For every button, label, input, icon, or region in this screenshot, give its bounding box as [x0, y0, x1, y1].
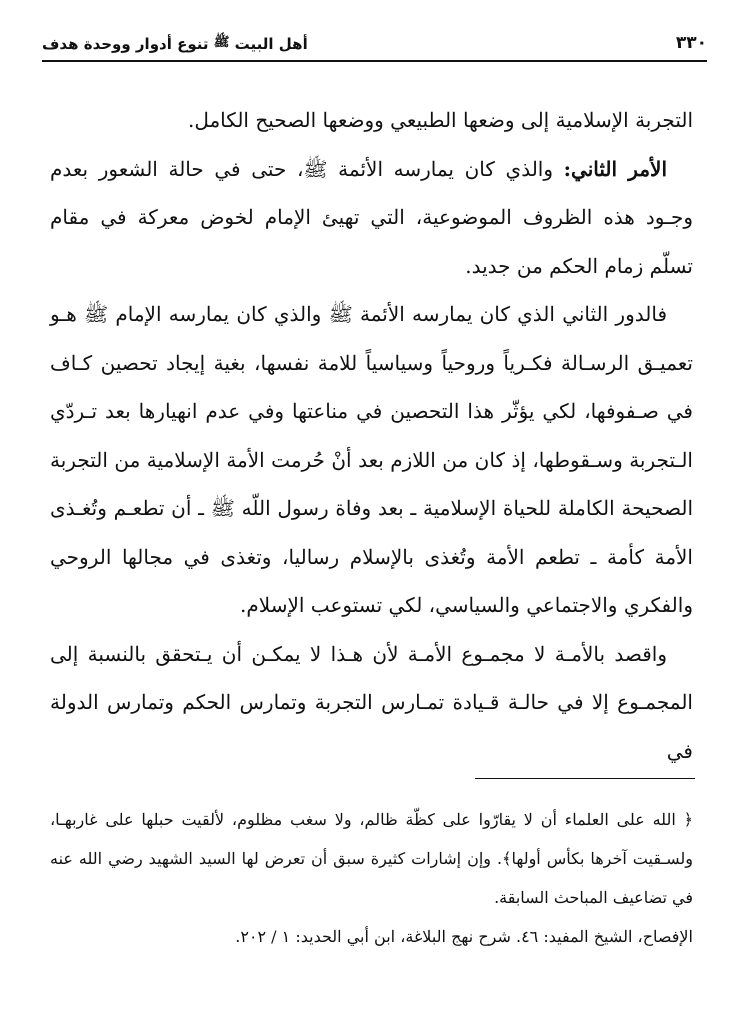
footnote-2: الإفصاح، الشيخ المفيد: ٤٦. شرح نهج البلاغة، ابن أبي الحديد: ١ / ٢٠٢.: [235, 927, 693, 946]
paragraph-4: واقصد بالأمـة لا مجمـوع الأمـة لأن هـذا لا يمكـن أن يـتحقق بالنسبة إلى المجمـوع إلا في حالـة قـيادة تمـارس التجربة وتمارس الحكم وتمارس الدولة في: [50, 641, 693, 763]
paragraph-3: فالدور الثاني الذي كان يمارسه الأئمة ﷺ والذي كان يمارسه الإمام ﷺ هـو تعميـق الرسـالة فكـرياً وروحياً وسياسياً للامة نفسها، بغية إيجاد تحصين كـاف في صـفوفها، لكي يؤثّر هذا التحصين في مناعتها وفي عدم انهيارها بعد تـردّي الـتجربة وسـقوطها، إذ كان من اللازم بعد أنْ حُرمت الأمة الإسلامية من التجربة الصحيحة الكاملة للحياة الإسلامية ـ بعد وفاة رسول اللّه ﷺ ـ أن تطعـم وتُغـذى الأمة كأمة ـ تطعم الأمة وتُغذى بالإسلام رساليا، وتغذى في مجالها الروحي والفكري والاجتماعي والسياسي، لكي تستوعب الإسلام.: [50, 302, 693, 617]
footnote-1: ﴿ الله على العلماء أن لا يقارّوا على كظّة ظالم، ولا سغب مظلوم، لألقيت حبلها على غاربهـا، ولسـقيت آخرها بكأس أولها﴾. وإن إشارات كثيرة سبق أن تعرض لها السيد الشهيد رضي الله عنه في تضاعيف المباحث السابقة.: [50, 810, 693, 907]
page-number: ٣٣٠: [675, 33, 707, 53]
footnote-divider: [475, 778, 695, 779]
footnotes: [50, 800, 693, 956]
header-title: أهل البيت: [234, 34, 308, 53]
main-text: [50, 96, 693, 775]
header-divider: [42, 60, 707, 62]
paragraph-2-lead: الأمر الثاني:: [563, 156, 667, 181]
paragraph-1: التجربة الإسلامية إلى وضعها الطبيعي ووضعها الصحيح الكامل.: [187, 108, 693, 132]
header-subtitle: تنوع أدوار ووحدة هدف: [42, 34, 209, 53]
running-header: [42, 28, 707, 58]
honorific-icon: ﷺ: [213, 34, 230, 50]
paragraph-2: [50, 145, 693, 291]
header-title-group: [42, 34, 308, 53]
paragraph-2-text: والذي كان يمارسه الأئمة ﷺ، حتى في حالة الشعور بعدم وجـود هذه الظروف الموضوعية، التي تهيئ الإمام لخوض معركة في مقام تسلّم زمام الحكم من جديد.: [50, 156, 693, 278]
